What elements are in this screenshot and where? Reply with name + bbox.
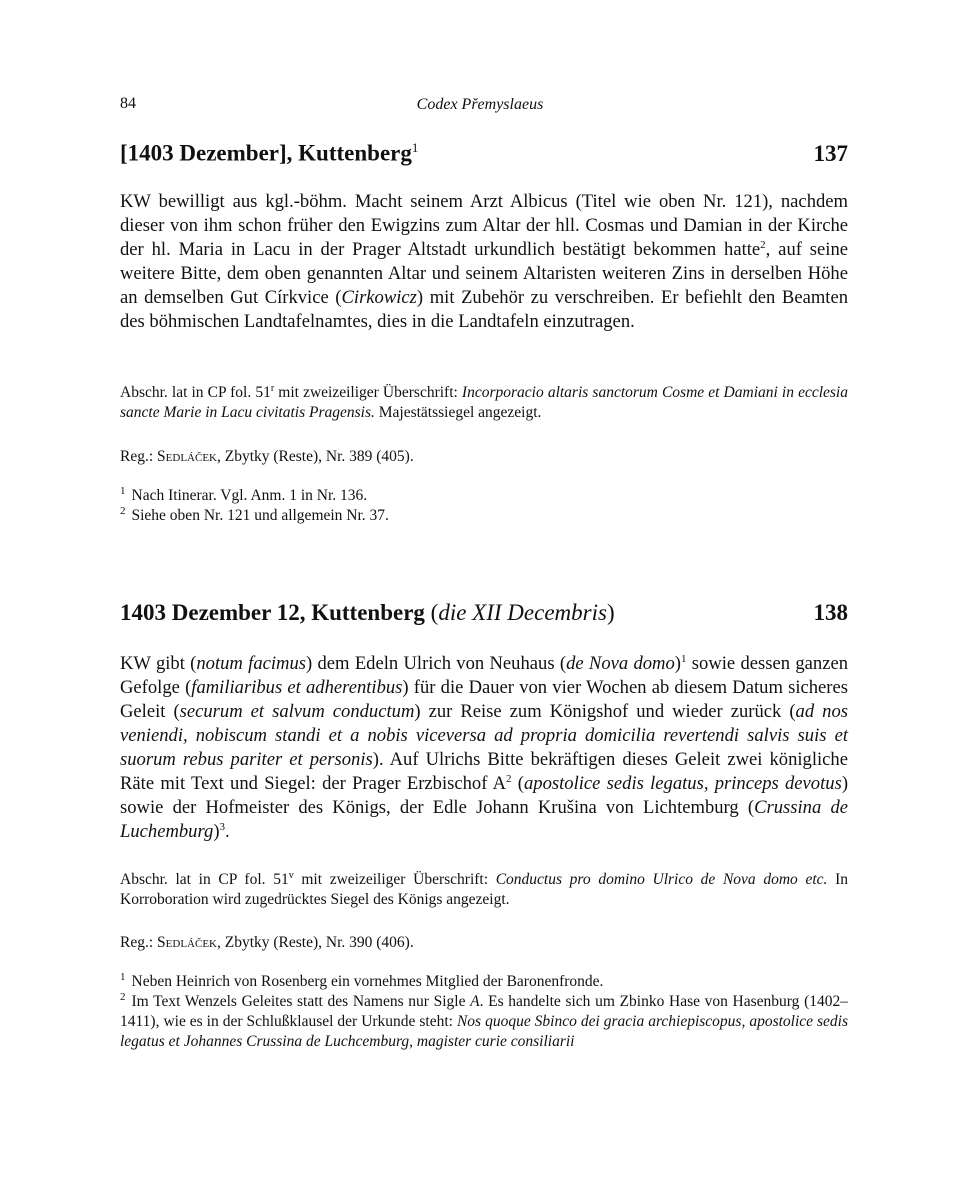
running-title: Codex Přemyslaeus (416, 96, 544, 113)
page-number: 84 (120, 95, 136, 112)
entry-137-footnotes (120, 486, 848, 526)
entry-138-register: Reg.: Sedláček, Zbytky (Reste), Nr. 390 (406). (120, 934, 414, 951)
entry-138-source-note: Abschr. lat in CP fol. 51$^v$ mit zweizeiliger Überschrift: Conductus pro domino Ulrico de Nova domo etc. In Korroboration wird zugedrücktes Siegel des Königs angezeigt. (120, 869, 848, 908)
footnote: $^2$ Siehe oben Nr. 121 und allgemein Nr. 37. (120, 504, 389, 524)
entry-title: [1403 Dezember], Kuttenberg$^1$ (120, 140, 419, 166)
entry-137-heading (120, 140, 848, 167)
entry-title: 1403 Dezember 12, Kuttenberg (die XII Decembris) (120, 600, 615, 625)
footnote: $^1$ Neben Heinrich von Rosenberg ein vornehmes Mitglied der Baronenfronde. (120, 970, 604, 990)
entry-137-regest: KW bewilligt aus kgl.-böhm. Macht seinem Arzt Albicus (Titel wie oben Nr. 121), nachdem dieser von ihm schon früher den Ewigzins zum Altar der hll. Cosmas und Damian in der Kirche der hl. Maria in Lacu in der Prager Altstadt urkundlich bestätigt bekommen hatte$^2$, auf seine weitere Bitte, dem oben genannten Altar und seinem Altaristen weiteren Zins in derselben Höhe an demselben Gut Církvice (Cirkowicz) mit Zubehör zu verschreiben. Er befiehlt den Beamten des böhmischen Landtafelnamtes, dies in die Landtafeln einzutragen. (120, 191, 848, 332)
footnote: $^1$ Nach Itinerar. Vgl. Anm. 1 in Nr. 136. (120, 484, 368, 504)
entry-138-regest: KW gibt (notum facimus) dem Edeln Ulrich von Neuhaus (de Nova domo)$^1$ sowie dessen ganzen Gefolge (familiaribus et adherentibus) für die Dauer von vier Wochen ab diesem Datum sicheres Geleit (securum et salvum conductum) zur Reise zum Königshof und wieder zurück (ad nos veniendi, nobiscum standi et a nobis viceversa ad propria domicilia revertendi salvis suis et suorum rebus pariter et personis). Auf Ulrichs Bitte bekräftigen dieses Geleit zwei königliche Räte mit Text und Siegel: der Prager Erzbischof $A^2$ (apostolice sedis legatus, princeps devotus) sowie der Hofmeister des Königs, der Edle Johann Krušina von Lichtemburg (Crussina de Luchemburg)$^3$. (120, 652, 849, 842)
entry-number: 138 (813, 600, 848, 625)
entry-138-footnotes (120, 972, 848, 1052)
entry-number: 137 (813, 140, 848, 166)
entry-138-heading (120, 600, 848, 626)
entry-137-source-note: Abschr. lat in CP fol. 51$^r$ mit zweizeiliger Überschrift: Incorporacio altaris sanctorum Cosme et Damiani in ecclesia sancte Marie in Lacu civitatis Pragensis. Majestätssiegel angezeigt. (120, 382, 848, 421)
entry-137-register: Reg.: Sedláček, Zbytky (Reste), Nr. 389 (405). (120, 448, 414, 465)
title-note-ref: 1 (411, 140, 419, 155)
footnote: $^2$ Im Text Wenzels Geleites statt des Namens nur Sigle A. Es handelte sich um Zbinko Hase von Hasenburg (1402–1411), wie es in der Schlußklausel der Urkunde steht: Nos quoque Sbinco dei gracia archiepiscopus, apostolice sedis legatus et Johannes Crussina de Luchcemburg, magister curie consiliarii (120, 990, 849, 1050)
